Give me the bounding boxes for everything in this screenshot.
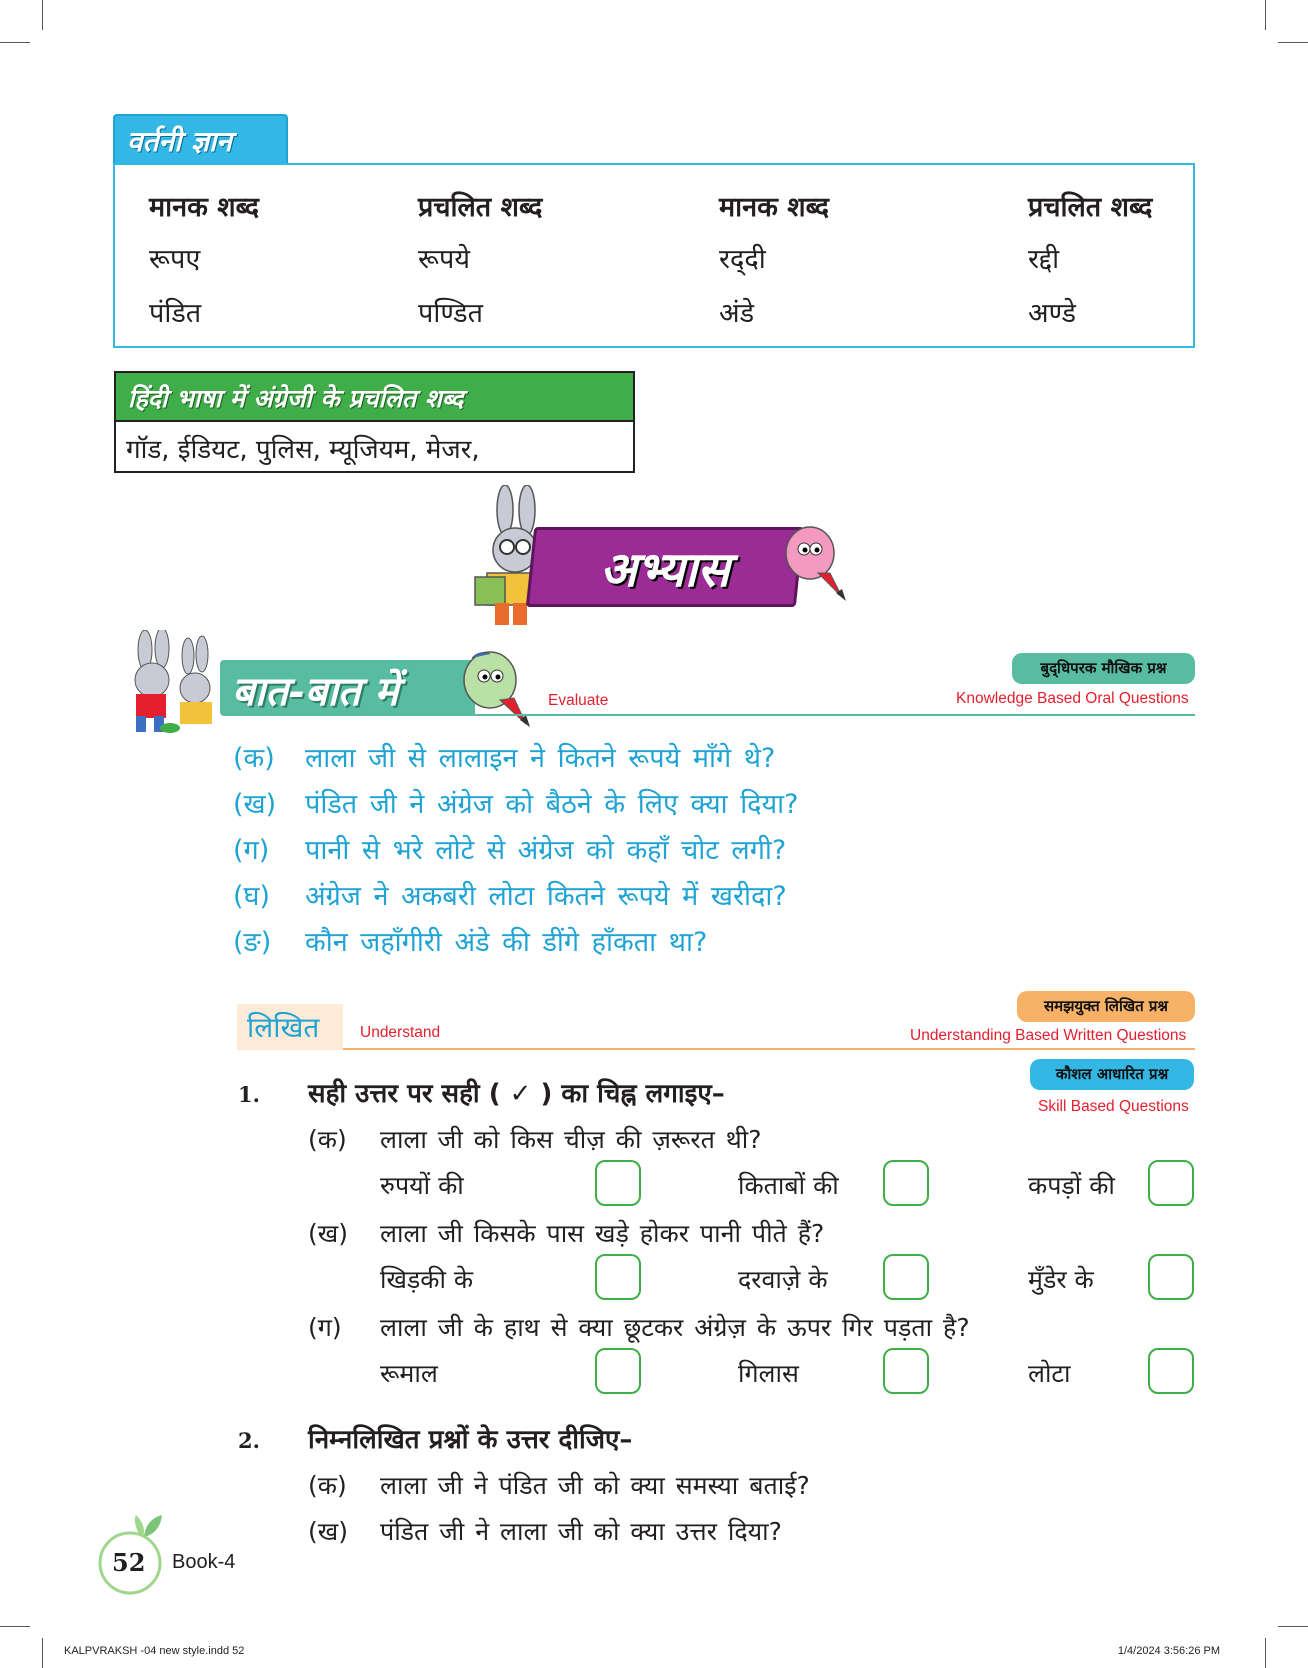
written-section-tab [237,1004,343,1050]
english-words-title: हिंदी भाषा में अंग्रेजी के प्रचलित शब्द [128,384,464,413]
option-label: गिलास [738,1359,799,1388]
sub-question [308,1216,824,1250]
question-text: कौन जहाँगीरी अंडे की डींगे हाँकता था? [305,927,708,958]
skill-questions-pill: कौशल आधारित प्रश्न [1030,1059,1194,1090]
crop-mark [42,1638,43,1668]
oral-question [233,784,799,821]
answer-checkbox[interactable] [595,1348,641,1394]
question-text: पंडित जी ने अंग्रेज को बैठने के लिए क्या दिया? [305,789,799,820]
english-words-list: गॉड, ईडियट, पुलिस, म्यूजियम, मेजर, [126,435,480,465]
answer-checkbox[interactable] [1148,1254,1194,1300]
evaluate-tag: Evaluate [548,692,609,709]
oral-question [233,830,786,867]
answer-checkbox[interactable] [883,1254,929,1300]
written-section-title: लिखित [247,1011,320,1044]
oral-section-banner [220,660,475,716]
question-text: अंग्रेज ने अकबरी लोटा कितने रूपये में खरीदा? [305,881,787,912]
sub-question [308,1310,970,1344]
table-header: प्रचलित शब्द [1028,192,1153,223]
written-questions-pill: समझयुक्त लिखित प्रश्न [1017,991,1195,1022]
option-label: कपड़ों की [1028,1171,1115,1200]
exercise-banner [526,527,804,607]
english-words-box [114,420,635,473]
sub-question [308,1514,782,1548]
crop-mark [1265,0,1266,30]
answer-checkbox[interactable] [883,1160,929,1206]
table-cell: रद्दी [1028,244,1060,275]
crop-mark [1278,1626,1308,1627]
spelling-table [113,163,1195,348]
english-words-header [114,371,635,421]
table-cell: रूपए [149,244,201,275]
understand-tag: Understand [360,1024,441,1041]
question-label: (ख) [308,1517,348,1546]
oral-section-title: बात-बात में [232,668,399,715]
question-number: 1. [238,1082,260,1107]
spelling-section-title: वर्तनी ज्ञान [127,125,232,158]
exercise-title: अभ्यास [600,542,730,598]
question-text: लाला जी किसके पास खड़े होकर पानी पीते हैं? [380,1219,825,1248]
question-text: लाला जी को किस चीज़ की ज़रूरत थी? [380,1125,762,1154]
question-title: निम्नलिखित प्रश्नों के उत्तर दीजिए– [308,1425,633,1455]
question-label: (ग) [308,1313,342,1342]
table-cell: अण्डे [1028,298,1076,329]
sub-question [308,1122,762,1156]
oral-questions-label: Knowledge Based Oral Questions [956,690,1189,707]
table-header: मानक शब्द [719,192,829,223]
skill-questions-label: Skill Based Questions [1038,1098,1189,1115]
question-title: सही उत्तर पर सही ( ✓ ) का चिह्न लगाइए– [308,1079,725,1109]
option-label: किताबों की [738,1171,839,1200]
book-label: Book-4 [172,1551,236,1573]
question-label: (क) [308,1471,347,1500]
footer-date: 1/4/2024 3:56:26 PM [1117,1645,1220,1657]
crop-mark [42,0,43,30]
spelling-section-tab [113,114,288,164]
page-number: 52 [112,1548,146,1577]
oral-question [233,876,787,913]
sub-question [308,1468,810,1502]
option-label: रूमाल [380,1359,438,1388]
pencil-mascot-icon [780,523,850,603]
table-cell: रूपये [418,244,470,275]
table-cell: रद्‌दी [719,244,766,275]
question-text: लाला जी से लालाइन ने कितने रूपये माँगे थे? [305,743,776,774]
question-label: (घ) [233,881,271,912]
footer-file: KALPVRAKSH -04 new style.indd 52 [64,1645,245,1657]
table-header: प्रचलित शब्द [418,192,543,223]
answer-checkbox[interactable] [1148,1160,1194,1206]
question-label: (क) [308,1125,347,1154]
question-text: पंडित जी ने लाला जी को क्या उत्तर दिया? [380,1517,782,1546]
table-cell: पंडित [149,298,202,329]
oral-questions-pill: बुद्‌धिपरक मौखिक प्रश्न [1012,653,1195,684]
question-text: पानी से भरे लोटे से अंग्रेज को कहाँ चोट लगी? [305,835,787,866]
option-label: रुपयों की [380,1171,464,1200]
question-label: (ख) [233,789,277,820]
crop-mark [0,42,30,43]
written-questions-label: Understanding Based Written Questions [910,1027,1187,1044]
crop-mark [0,1626,30,1627]
crop-mark [1278,42,1308,43]
two-rabbits-illustration [110,630,225,735]
table-cell: अंडे [719,298,755,329]
divider [343,1048,1195,1050]
crop-mark [1265,1638,1266,1668]
question-text: लाला जी के हाथ से क्या छूटकर अंग्रेज़ के ऊपर गिर पड़ता है? [380,1313,970,1342]
divider [475,714,1195,716]
question-label: (क) [233,743,275,774]
answer-checkbox[interactable] [1148,1348,1194,1394]
table-cell: पण्डित [418,298,483,329]
oral-question [233,738,775,775]
option-label: मुँडेर के [1028,1265,1094,1294]
table-header: मानक शब्द [149,192,259,223]
answer-checkbox[interactable] [883,1348,929,1394]
answer-checkbox[interactable] [595,1160,641,1206]
question-label: (ङ) [233,927,272,958]
option-label: खिड़की के [380,1265,474,1294]
question-label: (ख) [308,1219,348,1248]
option-label: लोटा [1028,1359,1071,1388]
pencil-mascot-icon [460,648,535,728]
answer-checkbox[interactable] [595,1254,641,1300]
question-label: (ग) [233,835,270,866]
question-text: लाला जी ने पंडित जी को क्या समस्या बताई? [380,1471,810,1500]
question-number: 2. [238,1428,260,1453]
oral-question [233,922,707,959]
option-label: दरवाज़े के [738,1265,828,1294]
